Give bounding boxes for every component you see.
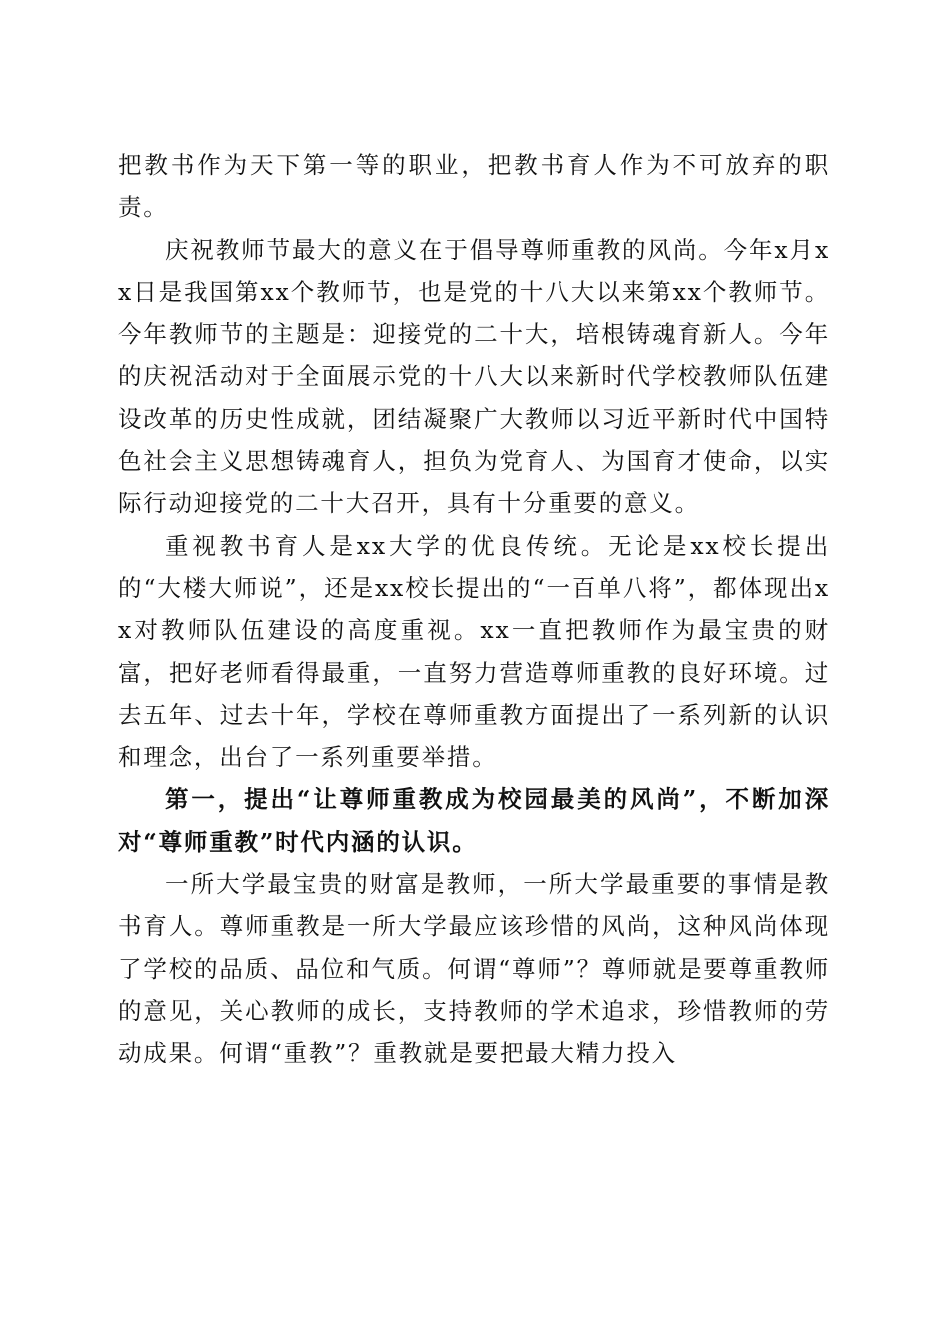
paragraph-continuation: 把教书作为天下第一等的职业，把教书育人作为不可放弃的职责。 <box>118 151 830 222</box>
document-body <box>118 144 830 1075</box>
paragraph-teachers-day-significance: 庆祝教师节最大的意义在于倡导尊师重教的风尚。今年x月xx日是我国第xx个教师节，也是党的十八大以来第xx个教师节。今年教师节的主题是：迎接党的二十大，培根铸魂育新人。今年的庆祝活动对于全面展示党的十八大以来新时代学校教师队伍建设改革的历史性成就，团结凝聚广大教师以习近平新时代中国特色社会主义思想铸魂育人，担负为党育人、为国育才使命，以实际行动迎接党的二十大召开，具有十分重要的意义。 <box>118 235 830 518</box>
paragraph-university-tradition: 重视教书育人是xx大学的优良传统。无论是xx校长提出的“大楼大师说”，还是xx校长提出的“一百单八将”，都体现出xx对教师队伍建设的高度重视。xx一直把教师作为最宝贵的财富，把好老师看得最重，一直努力营造尊师重教的良好环境。过去五年、过去十年，学校在尊师重教方面提出了一系列新的认识和理念，出台了一系列重要举措。 <box>118 531 830 772</box>
paragraph-respect-teachers: 一所大学最宝贵的财富是教师，一所大学最重要的事情是教书育人。尊师重教是一所大学最应该珍惜的风尚，这种风尚体现了学校的品质、品位和气质。何谓“尊师”？尊师就是要尊重教师的意见，关心教师的成长，支持教师的学术追求，珍惜教师的劳动成果。何谓“重教”？重教就是要把最大精力投入 <box>118 870 830 1068</box>
section-heading-first: 第一，提出“让尊师重教成为校园最美的风尚”，不断加深对“尊师重教”时代内涵的认识。 <box>118 785 830 856</box>
